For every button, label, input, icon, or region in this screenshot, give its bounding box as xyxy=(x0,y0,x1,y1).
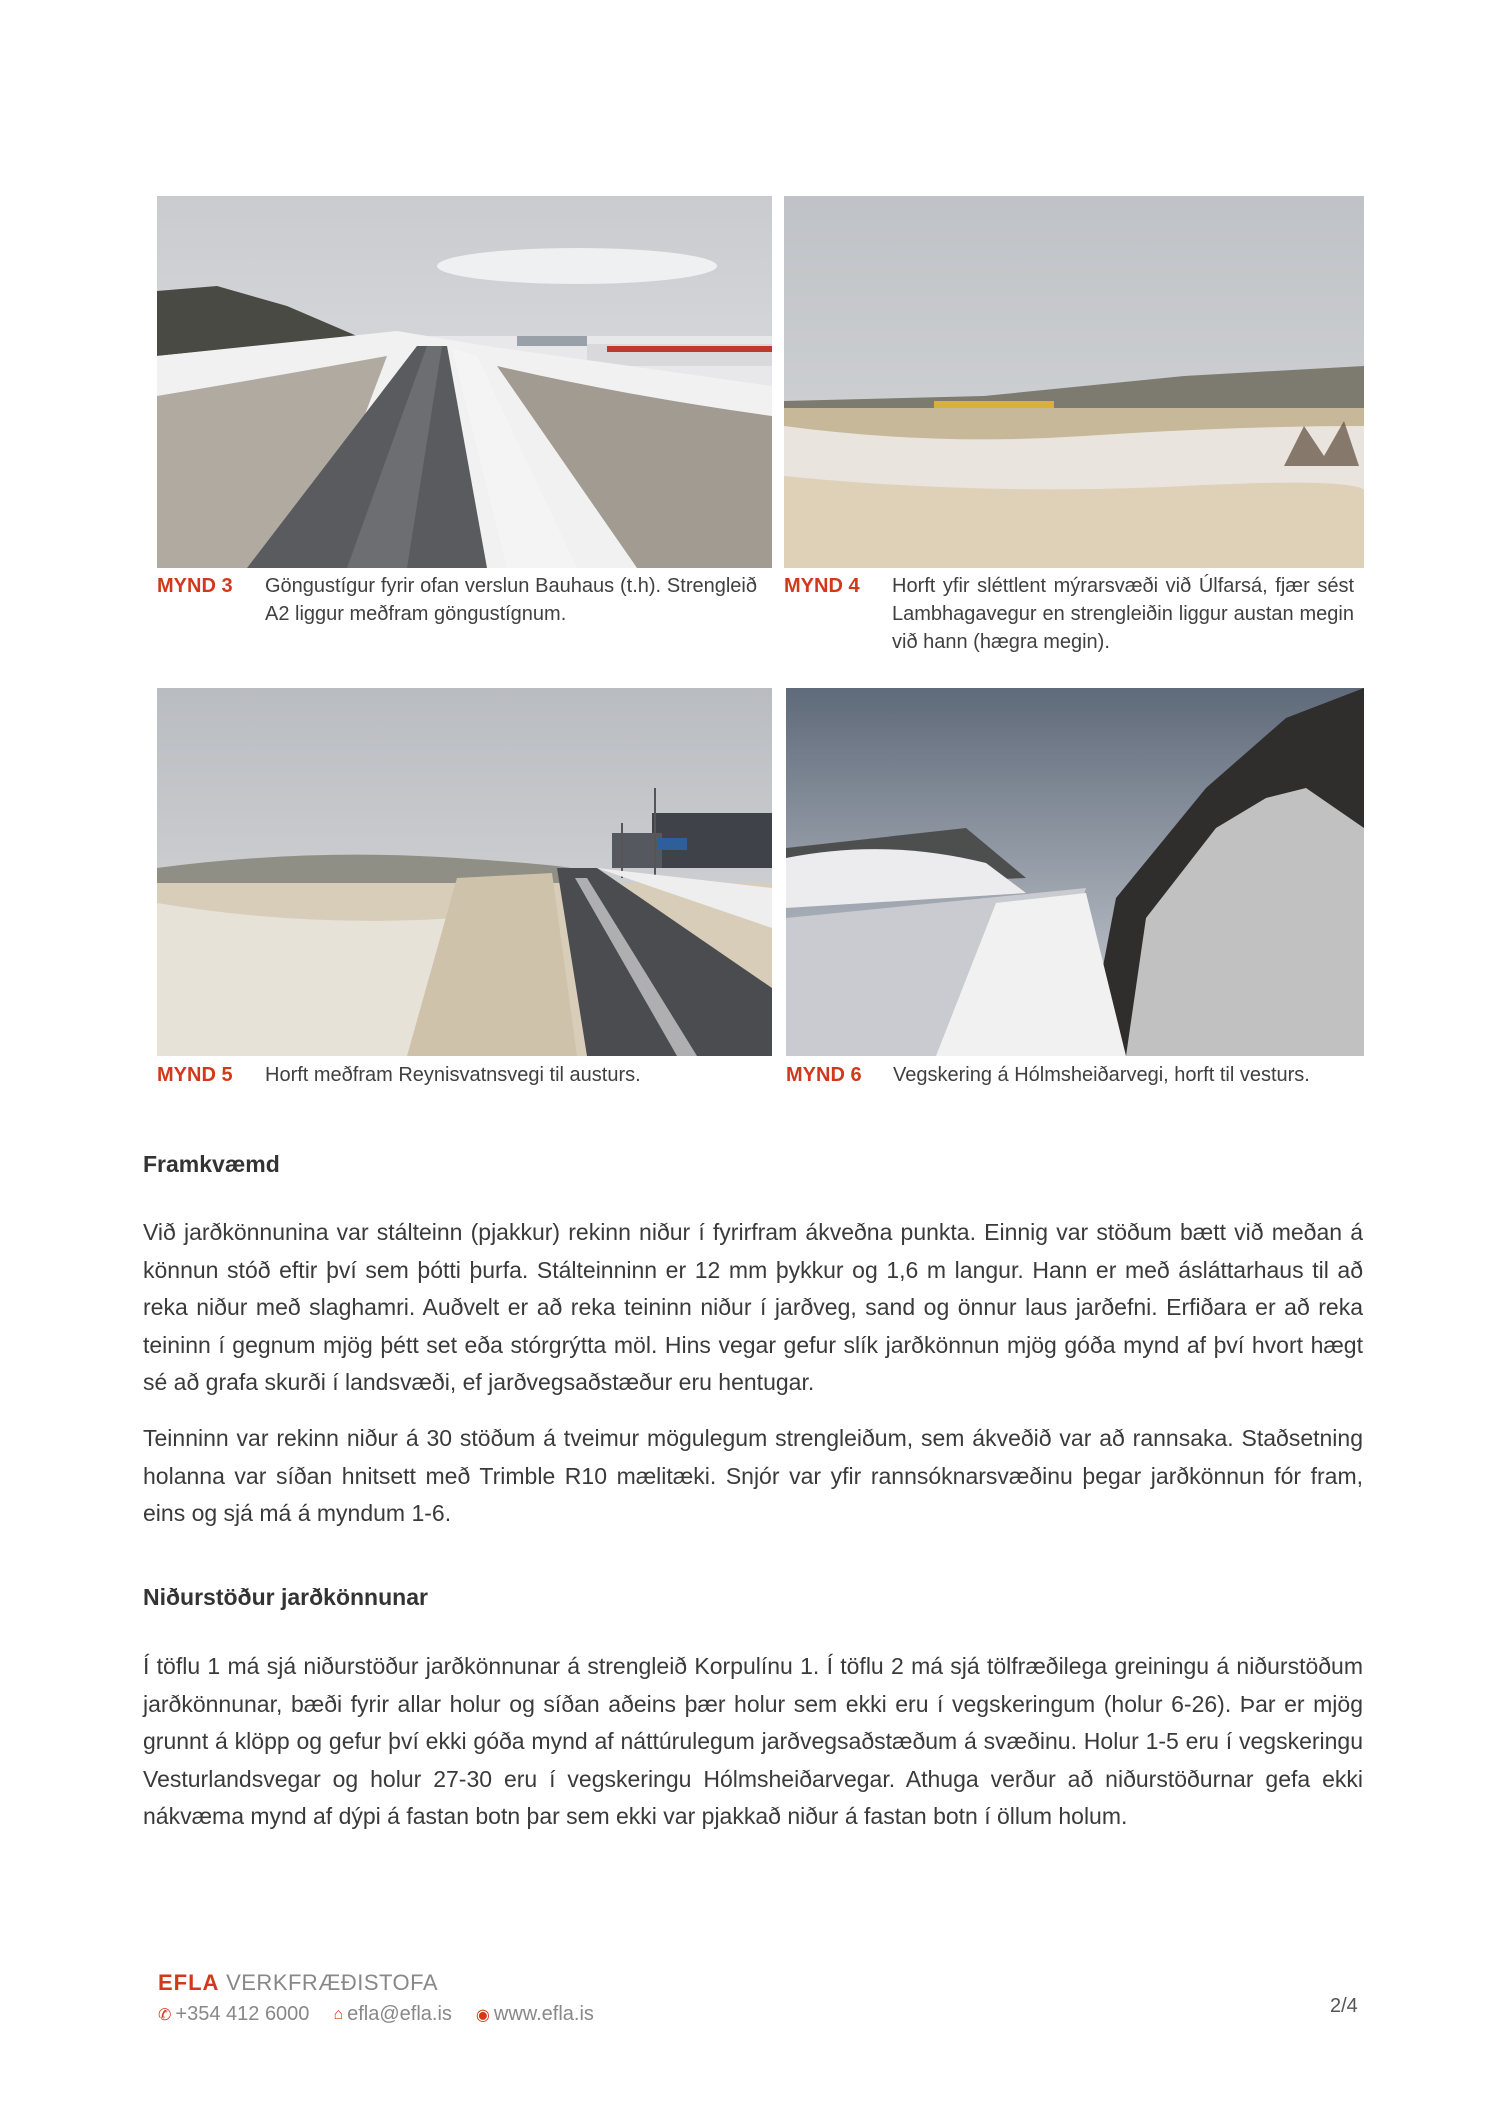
caption-mynd-3 xyxy=(157,572,757,632)
envelope-icon: ⌂ xyxy=(333,2005,344,2023)
footer-contact xyxy=(158,2003,594,2026)
brand-name: EFLA xyxy=(158,1970,220,1995)
photo-mynd-3 xyxy=(157,196,772,568)
page-number: 2/4 xyxy=(1330,1995,1358,2017)
figure-caption: Horft meðfram Reynisvatnsvegi til austurs. xyxy=(265,1064,641,1086)
footer-email[interactable] xyxy=(333,2003,451,2026)
section-heading-nidurstodur: Niðurstöður jarðkönnunar xyxy=(143,1584,428,1610)
paragraph: Við jarðkönnunina var stálteinn (pjakkur) rekinn niður í fyrirfram ákveðna punkta. Einnig var stöðum bætt við meðan á könnun stóð eftir því sem þótti þurfa. Stálteinninn er 12 mm þykkur og 1,6 m langur. Hann er með ásláttarhaus til að reka niður með slaghamri. Auðvelt er að reka teininn niður í jarðveg, sand og önnur laus jarðefni. Erfiðara er að reka teininn í gegnum mjög þétt set eða stórgrýtta möl. Hins vegar gefur slík jarðkönnun mjög góða mynd af því hvort hægt sé að grafa skurði í landsvæði, ef jarðvegsaðstæður eru hentugar. xyxy=(143,1219,1363,1395)
website-link[interactable]: www.efla.is xyxy=(493,2003,594,2025)
footer-phone xyxy=(158,2003,309,2026)
globe-icon: ◉ xyxy=(475,2006,490,2024)
figure-caption: Horft yfir sléttlent mýrarsvæði við Úlfarsá, fjær sést Lambhagavegur en strengleiðin liggur austan megin við hann (hægra megin). xyxy=(892,575,1354,653)
figure-label: MYND 5 xyxy=(157,1064,233,1086)
phone-number: +354 412 6000 xyxy=(175,2003,310,2025)
photo-mynd-5 xyxy=(157,688,772,1056)
footer-web[interactable] xyxy=(476,2003,594,2026)
caption-mynd-4 xyxy=(784,572,1354,662)
caption-mynd-6 xyxy=(786,1061,1356,1091)
figure-caption: Göngustígur fyrir ofan verslun Bauhaus (t.h). Strengleið A2 liggur meðfram göngustígnum. xyxy=(265,575,757,625)
email-address[interactable]: efla@efla.is xyxy=(347,2003,452,2025)
figure-label: MYND 3 xyxy=(157,575,233,597)
photo-mynd-4 xyxy=(784,196,1364,568)
caption-mynd-5 xyxy=(157,1061,757,1091)
paragraph: Í töflu 1 má sjá niðurstöður jarðkönnunar á strengleið Korpulínu 1. Í töflu 2 má sjá tölfræðilega greiningu á niðurstöðum jarðkönnunar, bæði fyrir allar holur og síðan aðeins þær holur sem ekki eru í vegskeringum (holur 6-26). Þar er mjög grunnt á klöpp og gefur því ekki góða mynd af náttúrulegum jarðvegsaðstæðum á svæðinu. Holur 1-5 eru í vegskeringu Vesturlandsvegar og holur 27-30 eru í vegskeringu Hólmsheiðarvegar. Athuga verður að niðurstöðurnar gefa ekki nákvæma mynd af dýpi á fastan botn þar sem ekki var pjakkað niður á fastan botn í öllum holum. xyxy=(143,1653,1363,1829)
footer-logo xyxy=(158,1970,438,1996)
photo-mynd-6 xyxy=(786,688,1364,1056)
brand-suffix: VERKFRÆÐISTOFA xyxy=(226,1970,439,1995)
figure-caption: Vegskering á Hólmsheiðarvegi, horft til vesturs. xyxy=(893,1064,1310,1086)
phone-icon: ✆ xyxy=(158,2006,172,2024)
section-heading-framkvaemd: Framkvæmd xyxy=(143,1151,280,1177)
figure-label: MYND 4 xyxy=(784,575,860,597)
paragraph: Teinninn var rekinn niður á 30 stöðum á tveimur mögulegum strengleiðum, sem ákveðið var að rannsaka. Staðsetning holanna var síðan hnitsett með Trimble R10 mælitæki. Snjór var yfir rannsóknarsvæðinu þegar jarðkönnun fór fram, eins og sjá má á myndum 1-6. xyxy=(143,1425,1363,1526)
figure-label: MYND 6 xyxy=(786,1064,862,1086)
